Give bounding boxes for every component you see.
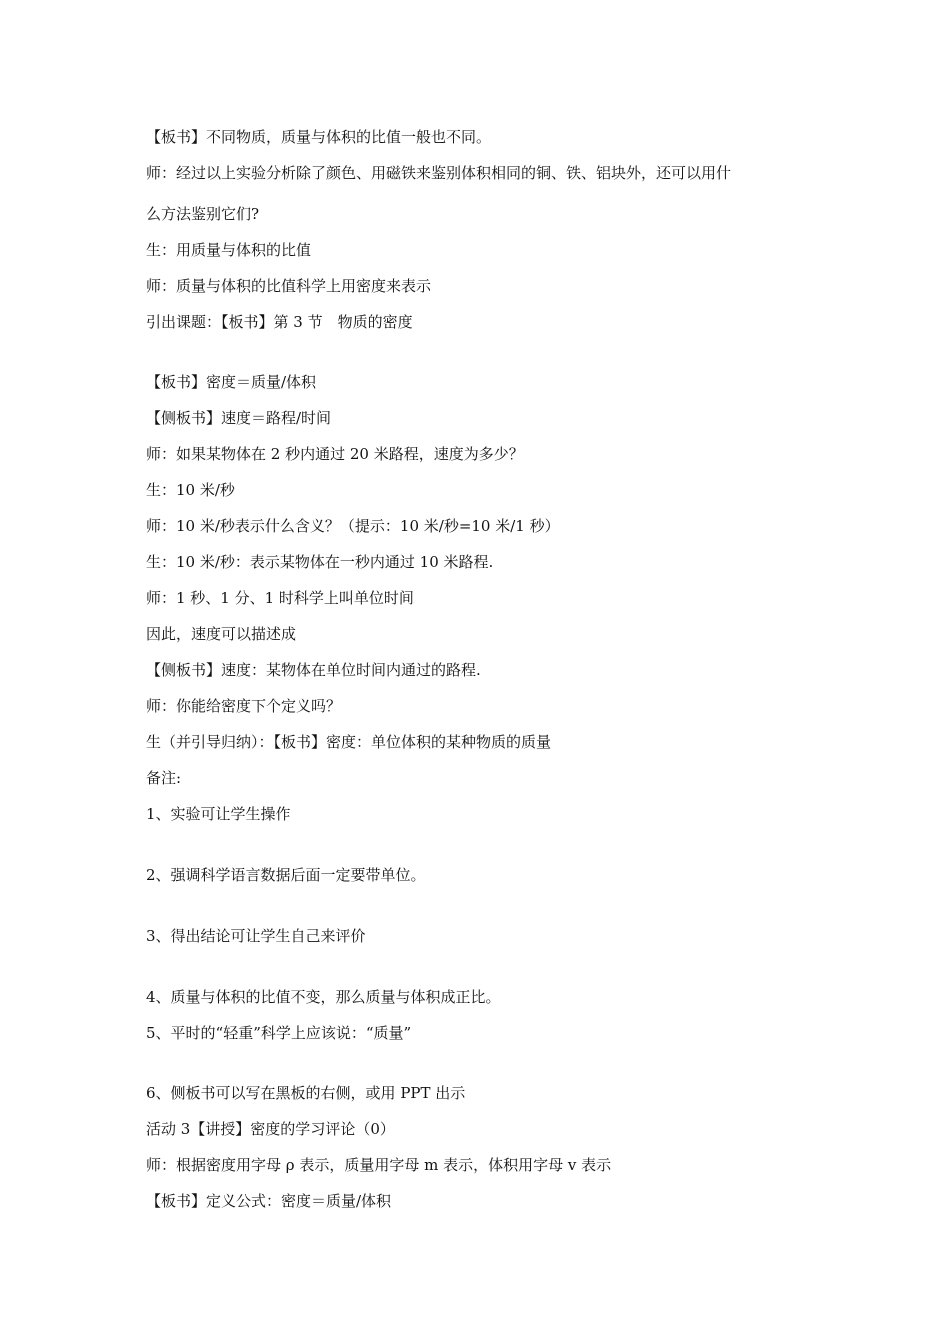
text-line: 生：10 米/秒 — [146, 481, 235, 499]
text-line: 2、强调科学语言数据后面一定要带单位。 — [146, 866, 426, 884]
text-line: 6、侧板书可以写在黑板的右侧，或用 PPT 出示 — [146, 1084, 466, 1102]
text-line: 生：用质量与体积的比值 — [146, 241, 312, 259]
text-line: 师：你能给密度下个定义吗？ — [146, 697, 342, 715]
text-line: 活动 3【讲授】密度的学习评论（0） — [146, 1120, 395, 1138]
text-line: 【板书】密度＝质量/体积 — [146, 373, 317, 391]
text-line: 【板书】不同物质，质量与体积的比值一般也不同。 — [146, 128, 492, 146]
text-line: 3、得出结论可让学生自己来评价 — [146, 927, 366, 945]
text-line: 5、平时的“轻重”科学上应该说：“质量” — [146, 1024, 412, 1042]
text-line: 引出课题：【板书】第 3 节 物质的密度 — [146, 313, 413, 331]
text-line: 备注: — [146, 769, 182, 787]
text-line: 师：经过以上实验分析除了颜色、用磁铁来鉴别体积相同的铜、铁、铝块外，还可以用什 — [146, 164, 732, 182]
text-line: 师：如果某物体在 2 秒内通过 20 米路程，速度为多少？ — [146, 445, 524, 463]
text-line: 生（并引导归纳）：【板书】密度：单位体积的某种物质的质量 — [146, 733, 552, 751]
text-line: 4、质量与体积的比值不变，那么质量与体积成正比。 — [146, 988, 501, 1006]
text-line: 【板书】定义公式：密度＝质量/体积 — [146, 1192, 392, 1210]
text-line: 师：1 秒、1 分、1 时科学上叫单位时间 — [146, 589, 414, 607]
text-line: 【侧板书】速度＝路程/时间 — [146, 409, 332, 427]
text-line: 么方法鉴别它们? — [146, 205, 260, 223]
text-line: 生：10 米/秒：表示某物体在一秒内通过 10 米路程. — [146, 553, 494, 571]
text-line: 师：根据密度用字母 ρ 表示，质量用字母 m 表示，体积用字母 v 表示 — [146, 1156, 612, 1174]
text-line: 【侧板书】速度：某物体在单位时间内通过的路程. — [146, 661, 481, 679]
text-line: 因此，速度可以描述成 — [146, 625, 297, 643]
text-line: 1、实验可让学生操作 — [146, 805, 291, 823]
text-line: 师：质量与体积的比值科学上用密度来表示 — [146, 277, 432, 295]
text-line: 师：10 米/秒表示什么含义？（提示：10 米/秒=10 米/1 秒） — [146, 517, 560, 535]
